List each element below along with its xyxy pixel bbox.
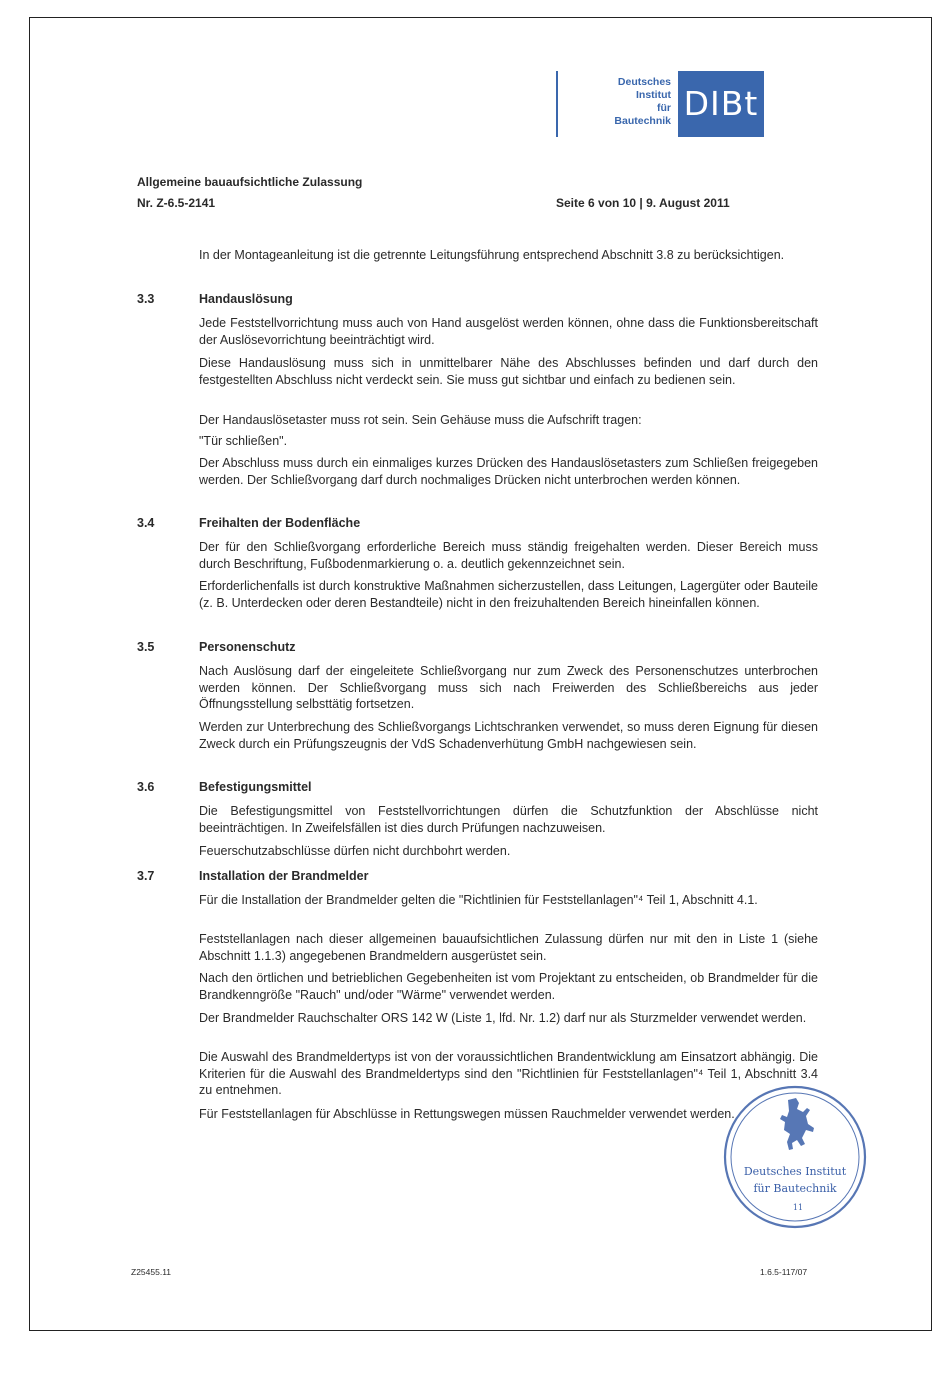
paragraph: Der Handauslösetaster muss rot sein. Sein Gehäuse muss die Aufschrift tragen: [199, 413, 642, 427]
paragraph: Für Feststellanlagen für Abschlüsse in Rettungswegen müssen Rauchmelder verwendet werden. [199, 1107, 735, 1121]
document-title: Allgemeine bauaufsichtliche Zulassung [137, 175, 363, 189]
approval-number: Nr. Z-6.5-2141 [137, 196, 216, 210]
section-title: Handauslösung [199, 292, 293, 306]
footer-reference-right: 1.6.5-117/07 [760, 1267, 808, 1277]
paragraph: Die Auswahl des Brandmeldertyps ist von der voraussichtlichen Brandentwicklung am Einsatzort abhängig. Die Kriterien für die Auswahl des Brandmeldertyps sind den "Richtlinien für Feststellanlagen"⁴ Teil 1, Abschnitt 3.4 zu entnehmen. [199, 1050, 818, 1097]
logo-mark: DIBt [678, 71, 764, 137]
paragraph: Der Brandmelder Rauchschalter ORS 142 W (Liste 1, lfd. Nr. 1.2) darf nur als Sturzmelder verwendet werden. [199, 1011, 807, 1025]
paragraph: Der für den Schließvorgang erforderliche Bereich muss ständig freigehalten werden. Dieser Bereich muss durch Beschriftung, Fußbodenmarkierung o. a. deutlich gekennzeichnet sein. [199, 540, 818, 571]
paragraph: Werden zur Unterbrechung des Schließvorgangs Lichtschranken verwendet, so muss deren Eignung für diesen Zweck durch ein Prüfungszeugnis der VdS Schadenverhütung GmbH nachgewiesen sein. [199, 720, 818, 751]
logo-divider [556, 71, 558, 137]
bear-emblem-icon [780, 1098, 814, 1150]
section-number: 3.6 [137, 780, 155, 794]
paragraph: Nach den örtlichen und betrieblichen Gegebenheiten ist vom Projektant zu entscheiden, ob Brandmelder für die Brandkenngröße "Rauch" und/oder "Wärme" verwendet werden. [199, 971, 818, 1002]
paragraph: Jede Feststellvorrichtung muss auch von Hand ausgelöst werden können, ohne dass die Funktionsbereitschaft der Auslösevorrichtung beeinträchtigt wird. [199, 316, 818, 347]
logo-line-3: für [657, 102, 671, 114]
stamp-line-2: für Bautechnik [753, 1182, 837, 1195]
paragraph: Diese Handauslösung muss sich in unmittelbarer Nähe des Abschlusses befinden und darf durch den festgestellten Abschluss nicht verdeckt sein. Sie muss gut sichtbar und einfach zu bedienen sein. [199, 356, 818, 387]
logo-line-4: Bautechnik [614, 115, 671, 127]
stamp-line-1: Deutsches Institut [743, 1165, 847, 1178]
logo-institute-name [570, 76, 671, 128]
paragraph: Feststellanlagen nach dieser allgemeinen bauaufsichtlichen Zulassung dürfen nur mit den in Liste 1 (siehe Abschnitt 1.1.3) angegebenen Brandmeldern ausgerüstet sein. [199, 932, 818, 963]
section-title: Personenschutz [199, 640, 296, 654]
logo-line-1: Deutsches [617, 76, 671, 88]
intro-paragraph: In der Montageanleitung ist die getrennte Leitungsführung entsprechend Abschnitt 3.8 zu berücksichtigen. [199, 248, 785, 262]
footer-reference-left: Z25455.11 [131, 1267, 172, 1277]
paragraph: Erforderlichenfalls ist durch konstruktive Maßnahmen sicherzustellen, dass Leitungen, Lagergüter oder Bauteile (z. B. Unterdecken oder deren Bestandteile) nicht in den freizuhaltenden Bereich hineinfallen können. [199, 579, 818, 610]
section-number: 3.7 [137, 869, 155, 883]
paragraph: Nach Auslösung darf der eingeleitete Schließvorgang nur zum Zweck des Personenschutzes unterbrochen werden können. Der Schließvorgang muss sich nach Freiwerden des Schließbereichs aus jeder Öffnungsstellung selbsttätig fortsetzen. [199, 664, 818, 711]
page-info: Seite 6 von 10 | 9. August 2011 [556, 196, 730, 210]
section-title: Installation der Brandmelder [199, 869, 369, 883]
paragraph: "Tür schließen". [199, 434, 288, 448]
section-number: 3.4 [137, 516, 155, 530]
paragraph: Die Befestigungsmittel von Feststellvorrichtungen dürfen die Schutzfunktion der Abschlüsse nicht beeinträchtigen. In Zweifelsfällen ist dies durch Prüfungen nachzuweisen. [199, 804, 818, 835]
dibt-logo [556, 71, 766, 139]
section-number: 3.3 [137, 292, 155, 306]
section-title: Befestigungsmittel [199, 780, 312, 794]
paragraph: Feuerschutzabschlüsse dürfen nicht durchbohrt werden. [199, 844, 511, 858]
paragraph: Der Abschluss muss durch ein einmaliges kurzes Drücken des Handauslösetasters zum Schließen freigegeben werden. Der Schließvorgang darf durch nochmaliges Drücken nicht unterbrochen werden können. [199, 456, 818, 487]
official-seal-stamp [720, 1082, 870, 1232]
section-title: Freihalten der Bodenfläche [199, 516, 361, 530]
paragraph: Für die Installation der Brandmelder gelten die "Richtlinien für Feststellanlagen"⁴ Teil 1, Abschnitt 4.1. [199, 893, 758, 907]
stamp-mark: 11 [792, 1203, 804, 1212]
section-number: 3.5 [137, 640, 155, 654]
logo-line-2: Institut [636, 89, 671, 101]
